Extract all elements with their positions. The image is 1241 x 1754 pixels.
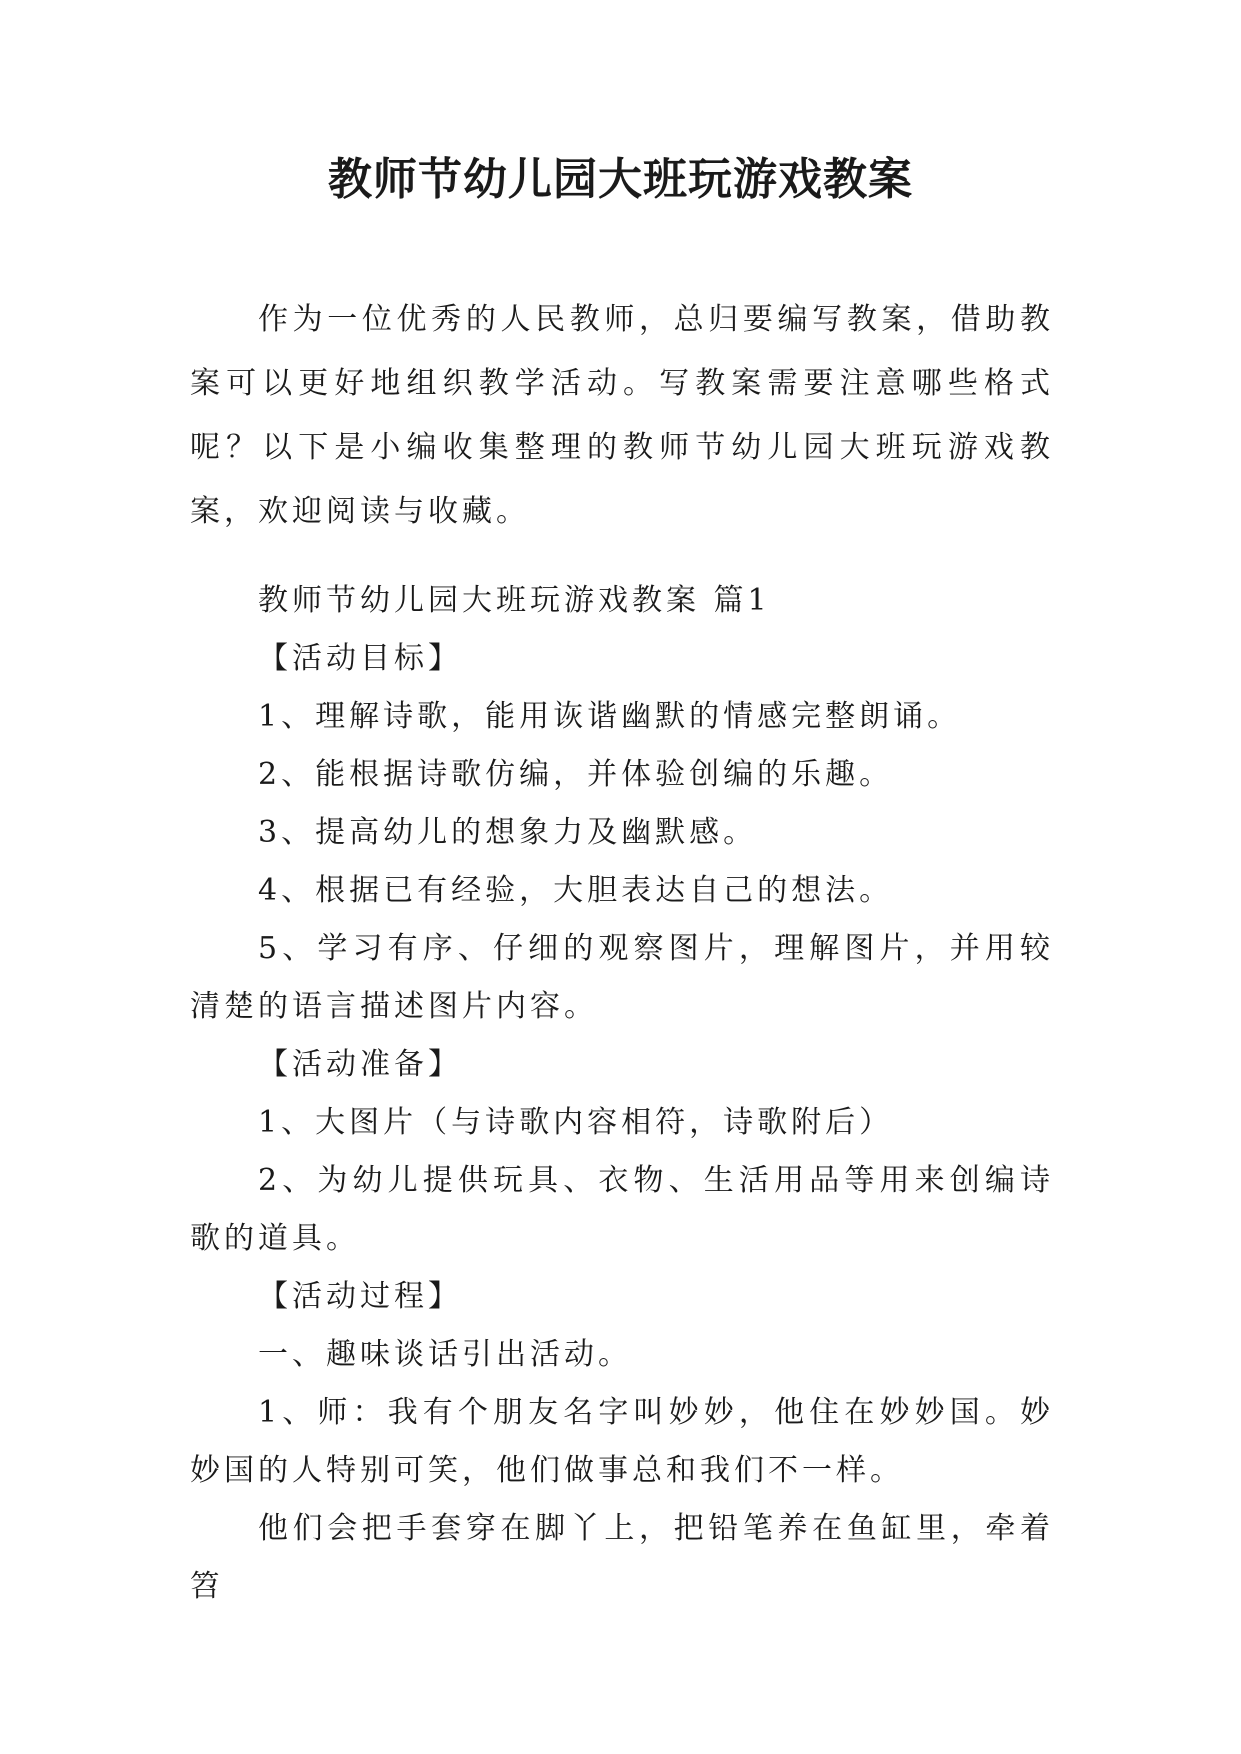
- goal-item: 1、理解诗歌，能用诙谐幽默的情感完整朗诵。: [258, 699, 962, 734]
- goal-item: 4、根据已有经验，大胆表达自己的想法。: [258, 873, 894, 908]
- process-step: 一、趣味谈话引出活动。: [258, 1337, 632, 1372]
- goal-item: 3、提高幼儿的想象力及幽默感。: [258, 815, 758, 850]
- document-body: [190, 572, 1054, 1616]
- subheading-activity-process: 【活动过程】: [258, 1279, 462, 1314]
- intro-paragraph: 作为一位优秀的人民教师，总归要编写教案，借助教案可以更好地组织教学活动。写教案需要注意哪些格式呢？以下是小编收集整理的教师节幼儿园大班玩游戏教案，欢迎阅读与收藏。: [190, 302, 1054, 529]
- goal-item: 5、学习有序、仔细的观察图片，理解图片，并用较清楚的语言描述图片内容。: [190, 931, 1054, 1024]
- preparation-item: 1、大图片（与诗歌内容相符，诗歌附后）: [258, 1105, 894, 1140]
- preparation-item: 2、为幼儿提供玩具、衣物、生活用品等用来创编诗歌的道具。: [190, 1163, 1054, 1256]
- section-heading: 教师节幼儿园大班玩游戏教案 篇1: [258, 583, 771, 618]
- subheading-activity-goals: 【活动目标】: [258, 641, 462, 676]
- subheading-activity-preparation: 【活动准备】: [258, 1047, 462, 1082]
- process-paragraph: 他们会把手套穿在脚丫上，把铅笔养在鱼缸里，牵着笤: [190, 1511, 1054, 1604]
- process-paragraph: 1、师：我有个朋友名字叫妙妙，他住在妙妙国。妙妙国的人特别可笑，他们做事总和我们不一样。: [190, 1395, 1054, 1488]
- document-title: 教师节幼儿园大班玩游戏教案: [328, 154, 913, 205]
- goal-item: 2、能根据诗歌仿编，并体验创编的乐趣。: [258, 757, 894, 792]
